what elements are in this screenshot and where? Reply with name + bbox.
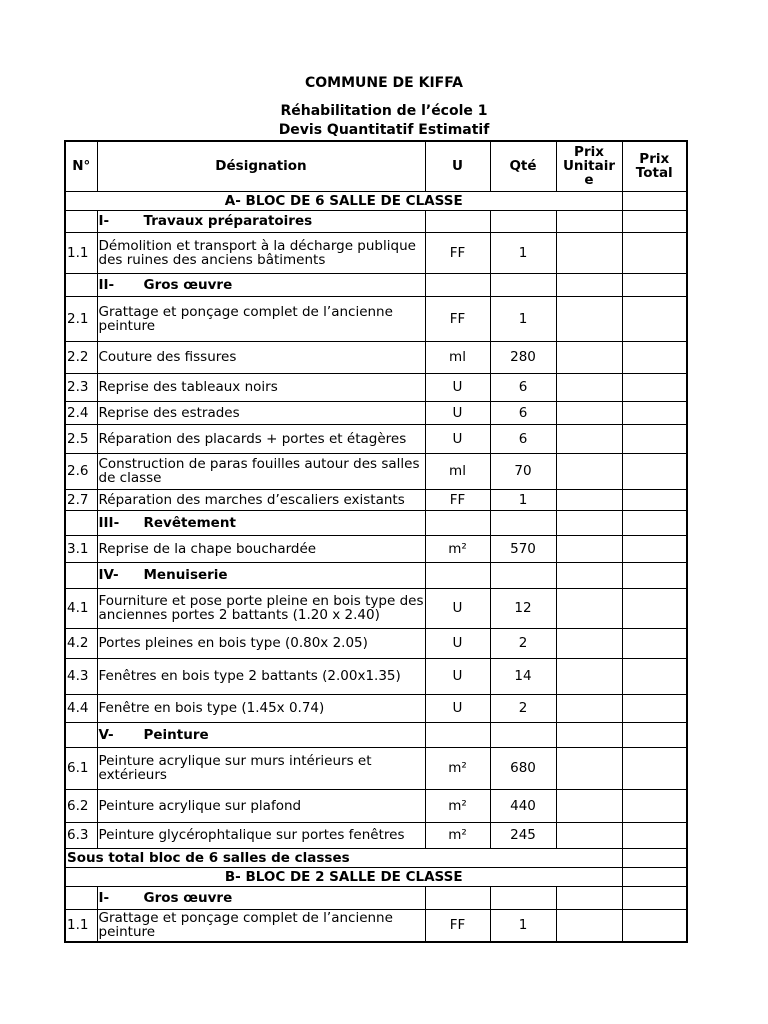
cell-total <box>622 588 687 628</box>
section-row <box>65 886 687 909</box>
section-title <box>97 562 425 588</box>
section-number: III- <box>98 514 120 531</box>
cell-total <box>622 886 687 909</box>
cell-qty: 14 <box>490 658 556 694</box>
section-title <box>97 273 425 296</box>
cell-qty: 6 <box>490 401 556 424</box>
cell-total <box>622 273 687 296</box>
cell-unit-price <box>556 232 622 273</box>
cell-designation: Peinture acrylique sur plafond <box>97 789 425 822</box>
cell-no: 2.6 <box>65 453 97 489</box>
cell-unit-price <box>556 489 622 510</box>
table-header-row <box>65 141 687 191</box>
cell-unit-price <box>556 909 622 942</box>
cell-qty: 6 <box>490 424 556 453</box>
cell-unit: ml <box>425 341 490 373</box>
cell-no: 6.2 <box>65 789 97 822</box>
table-row <box>65 822 687 848</box>
cell-total <box>622 722 687 747</box>
cell-qty <box>490 722 556 747</box>
cell-qty: 70 <box>490 453 556 489</box>
document-title: COMMUNE DE KIFFA <box>304 75 464 91</box>
cell-designation: Grattage et ponçage complet de l’ancienne peinture <box>97 909 425 942</box>
cell-designation: Reprise des tableaux noirs <box>97 373 425 401</box>
cell-designation <box>97 822 425 848</box>
cell-total <box>622 694 687 722</box>
cell-unit: FF <box>425 489 490 510</box>
col-header-unit-price: Prix Unitair e <box>556 141 622 191</box>
bloc-title-row <box>65 867 687 886</box>
cell-total <box>622 822 687 848</box>
cell-total <box>622 658 687 694</box>
cell-total <box>622 296 687 341</box>
cell-unit <box>425 273 490 296</box>
cell-no: 6.1 <box>65 747 97 789</box>
table-row <box>65 453 687 489</box>
table-row <box>65 232 687 273</box>
col-header-unit: U <box>425 141 490 191</box>
cell-qty: 6 <box>490 373 556 401</box>
section-label: Gros œuvre <box>143 889 233 906</box>
cell-qty: 280 <box>490 341 556 373</box>
cell-designation: Grattage et ponçage complet de l’ancienne peinture <box>97 296 425 341</box>
cell-designation: Réparation des placards + portes et étagères <box>97 424 425 453</box>
cell-qty <box>490 273 556 296</box>
cell-unit-price <box>556 588 622 628</box>
cell-unit: U <box>425 658 490 694</box>
cell-designation: Reprise des estrades <box>97 401 425 424</box>
cell-unit <box>425 510 490 535</box>
cell-no: 4.3 <box>65 658 97 694</box>
table-row <box>65 588 687 628</box>
cell-unit-price <box>556 789 622 822</box>
cell-no: 2.3 <box>65 373 97 401</box>
cell-unit-price <box>556 658 622 694</box>
cell-designation: Fenêtre en bois type (1.45x 0.74) <box>97 694 425 722</box>
section-number: I- <box>98 213 110 229</box>
table-row <box>65 424 687 453</box>
cell-designation: Construction de paras fouilles autour des salles de classe <box>97 453 425 489</box>
cell-qty: 2 <box>490 694 556 722</box>
cell-unit: U <box>425 588 490 628</box>
cell-unit-price <box>556 401 622 424</box>
table-row <box>65 909 687 942</box>
table-row <box>65 401 687 424</box>
cell-no <box>65 210 97 232</box>
section-row <box>65 562 687 588</box>
cell-total <box>622 909 687 942</box>
section-number: II- <box>98 276 115 293</box>
section-label: Gros œuvre <box>143 276 233 293</box>
section-label: Revêtement <box>143 514 236 531</box>
table-row <box>65 341 687 373</box>
cell-unit-price <box>556 424 622 453</box>
cell-qty: 440 <box>490 789 556 822</box>
section-label: Travaux préparatoires <box>143 213 313 229</box>
cell-unit: m² <box>425 789 490 822</box>
cell-unit: FF <box>425 296 490 341</box>
cell-qty <box>490 510 556 535</box>
cell-unit-price <box>556 694 622 722</box>
cell-qty <box>490 562 556 588</box>
cell-qty <box>490 886 556 909</box>
col-header-designation: Désignation <box>97 141 425 191</box>
col-header-no: N° <box>65 141 97 191</box>
table-row <box>65 373 687 401</box>
table-row <box>65 489 687 510</box>
project-title: Réhabilitation de l’école 1 <box>280 103 488 119</box>
cell-no: 3.1 <box>65 535 97 562</box>
cell-total <box>622 424 687 453</box>
cell-no: 1.1 <box>65 909 97 942</box>
cell-unit <box>425 210 490 232</box>
cell-total <box>622 373 687 401</box>
subtotal-row <box>65 848 687 867</box>
section-row <box>65 510 687 535</box>
cell-unit-price <box>556 886 622 909</box>
cell-qty: 1 <box>490 296 556 341</box>
cell-unit: U <box>425 401 490 424</box>
cell-unit-price <box>556 296 622 341</box>
cell-no: 2.5 <box>65 424 97 453</box>
document-subtitle: Devis Quantitatif Estimatif <box>278 122 490 138</box>
cell-no: 2.7 <box>65 489 97 510</box>
cell-qty: 570 <box>490 535 556 562</box>
section-label: Peinture <box>143 726 209 743</box>
cell-designation: Reprise de la chape bouchardée <box>97 535 425 562</box>
cell-no: 2.4 <box>65 401 97 424</box>
cell-designation: Fenêtres en bois type 2 battants (2.00x1.35) <box>97 658 425 694</box>
section-label: Menuiserie <box>143 567 228 583</box>
bloc-title-row <box>65 191 687 210</box>
cell-qty: 680 <box>490 747 556 789</box>
cell-total <box>622 489 687 510</box>
cell-unit: U <box>425 628 490 658</box>
cell-total <box>622 341 687 373</box>
table-row <box>65 535 687 562</box>
section-row <box>65 210 687 232</box>
cell-no: 4.1 <box>65 588 97 628</box>
cell-unit-price <box>556 628 622 658</box>
bloc-title: B- BLOC DE 2 SALLE DE CLASSE <box>65 867 622 886</box>
col-header-total-price: Prix Total <box>622 141 687 191</box>
section-title <box>97 886 425 909</box>
cell-unit-price <box>556 822 622 848</box>
cell-total <box>622 848 687 867</box>
cell-unit-price <box>556 273 622 296</box>
cell-qty: 1 <box>490 232 556 273</box>
cell-designation <box>97 588 425 628</box>
cell-unit: U <box>425 424 490 453</box>
cell-designation: Portes pleines en bois type (0.80x 2.05) <box>97 628 425 658</box>
cell-no <box>65 722 97 747</box>
cell-unit-price <box>556 562 622 588</box>
cell-designation-text: Peinture glycérophtalique sur portes fenêtres <box>98 827 405 843</box>
subtotal-label: Sous total bloc de 6 salles de classes <box>65 848 622 867</box>
cell-no: 1.1 <box>65 232 97 273</box>
table-row <box>65 296 687 341</box>
cell-unit: FF <box>425 909 490 942</box>
cell-unit-price <box>556 373 622 401</box>
section-number: V- <box>98 726 114 743</box>
cell-unit <box>425 722 490 747</box>
cell-designation: Réparation des marches d’escaliers existants <box>97 489 425 510</box>
cell-no: 2.1 <box>65 296 97 341</box>
section-title <box>97 510 425 535</box>
cell-total <box>622 510 687 535</box>
cell-designation: Couture des fissures <box>97 341 425 373</box>
cell-unit: FF <box>425 232 490 273</box>
cell-no: 2.2 <box>65 341 97 373</box>
section-number: IV- <box>98 567 119 583</box>
cell-designation: Peinture acrylique sur murs intérieurs et extérieurs <box>97 747 425 789</box>
section-row <box>65 722 687 747</box>
estimate-table <box>64 140 688 943</box>
cell-no <box>65 562 97 588</box>
cell-unit: U <box>425 373 490 401</box>
cell-qty: 1 <box>490 909 556 942</box>
cell-no: 4.4 <box>65 694 97 722</box>
section-title <box>97 722 425 747</box>
cell-unit-price <box>556 210 622 232</box>
cell-qty: 2 <box>490 628 556 658</box>
cell-total <box>622 401 687 424</box>
cell-total <box>622 453 687 489</box>
cell-unit-price <box>556 510 622 535</box>
cell-no <box>65 273 97 296</box>
cell-unit: ml <box>425 453 490 489</box>
cell-unit-price <box>556 453 622 489</box>
cell-no <box>65 886 97 909</box>
cell-total <box>622 789 687 822</box>
cell-qty: 1 <box>490 489 556 510</box>
bloc-title: A- BLOC DE 6 SALLE DE CLASSE <box>65 191 622 210</box>
table-row <box>65 628 687 658</box>
cell-unit-price <box>556 535 622 562</box>
cell-total <box>622 232 687 273</box>
cell-total <box>622 191 687 210</box>
cell-no <box>65 510 97 535</box>
cell-no: 4.2 <box>65 628 97 658</box>
cell-unit-price <box>556 722 622 747</box>
cell-unit: m² <box>425 822 490 848</box>
cell-unit <box>425 562 490 588</box>
cell-unit: U <box>425 694 490 722</box>
cell-no: 6.3 <box>65 822 97 848</box>
section-row <box>65 273 687 296</box>
cell-designation: Démolition et transport à la décharge publique des ruines des anciens bâtiments <box>97 232 425 273</box>
cell-total <box>622 747 687 789</box>
cell-unit-price <box>556 747 622 789</box>
cell-unit-price <box>556 341 622 373</box>
cell-total <box>622 535 687 562</box>
table-row <box>65 694 687 722</box>
cell-unit: m² <box>425 535 490 562</box>
cell-qty: 12 <box>490 588 556 628</box>
table-row <box>65 789 687 822</box>
table-row <box>65 658 687 694</box>
cell-total <box>622 210 687 232</box>
cell-designation-text: Fourniture et pose porte pleine en bois type des anciennes portes 2 battants (1.20 x 2.40) <box>98 593 424 623</box>
table-row <box>65 747 687 789</box>
section-title <box>97 210 425 232</box>
cell-unit: m² <box>425 747 490 789</box>
cell-total <box>622 867 687 886</box>
section-number: I- <box>98 889 110 906</box>
cell-unit <box>425 886 490 909</box>
cell-qty: 245 <box>490 822 556 848</box>
cell-total <box>622 628 687 658</box>
cell-qty <box>490 210 556 232</box>
col-header-qty: Qté <box>490 141 556 191</box>
cell-total <box>622 562 687 588</box>
